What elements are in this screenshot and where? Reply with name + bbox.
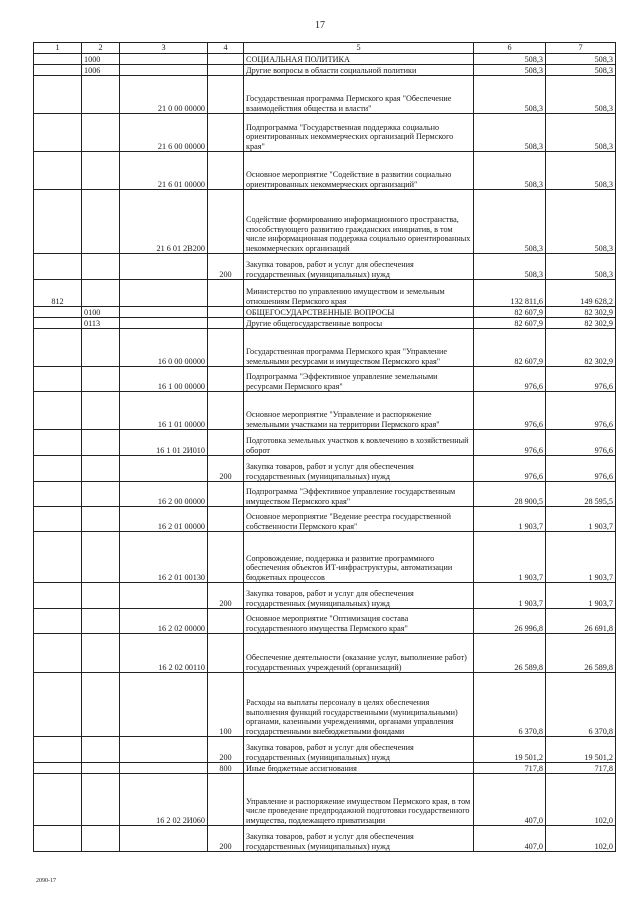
description-cell: Государственная программа Пермского края "Управление земельными ресурсами и имуществом Пермского края" xyxy=(244,329,474,367)
expense-type-cell xyxy=(208,532,244,583)
section-code-cell xyxy=(82,826,120,852)
description-cell: Основное мероприятие "Управление и распоряжение земельными участками на территории Пермского края" xyxy=(244,392,474,430)
description-cell: Основное мероприятие "Содействие в развитии социально ориентированных некоммерческих организаций" xyxy=(244,152,474,190)
expense-type-cell: 200 xyxy=(208,737,244,763)
amount-2019-cell: 26 589,8 xyxy=(546,634,616,673)
amount-2018-cell: 19 501,2 xyxy=(474,737,546,763)
description-cell: Расходы на выплаты персоналу в целях обеспечения выполнения функций государственными (муниципальными) органами, казенными учреждениями, органами управления государственными внебюджетными фондами xyxy=(244,673,474,737)
expense-type-cell: 200 xyxy=(208,826,244,852)
amount-2019-cell: 149 628,2 xyxy=(546,280,616,307)
page-number: 17 xyxy=(315,20,325,31)
column-header: 6 xyxy=(474,43,546,54)
amount-2019-cell: 102,0 xyxy=(546,774,616,826)
target-article-cell: 16 2 01 00000 xyxy=(120,507,208,532)
amount-2019-cell: 1 903,7 xyxy=(546,507,616,532)
target-article-cell: 16 2 01 00130 xyxy=(120,532,208,583)
description-cell: Другие вопросы в области социальной политики xyxy=(244,65,474,76)
target-article-cell: 16 1 01 00000 xyxy=(120,392,208,430)
target-article-cell xyxy=(120,583,208,609)
description-cell: Закупка товаров, работ и услуг для обеспечения государственных (муниципальных) нужд xyxy=(244,583,474,609)
amount-2019-cell: 508,3 xyxy=(546,114,616,152)
target-article-cell: 21 6 01 00000 xyxy=(120,152,208,190)
expense-type-cell xyxy=(208,307,244,318)
section-code-cell xyxy=(82,774,120,826)
section-code-cell xyxy=(82,329,120,367)
column-header: 4 xyxy=(208,43,244,54)
table-row xyxy=(34,392,616,430)
section-code-cell: 0100 xyxy=(82,307,120,318)
target-article-cell: 16 2 00 00000 xyxy=(120,482,208,507)
ministry-code-cell xyxy=(34,826,82,852)
description-cell: СОЦИАЛЬНАЯ ПОЛИТИКА xyxy=(244,54,474,65)
expense-type-cell: 200 xyxy=(208,254,244,280)
target-article-cell: 21 6 01 2В200 xyxy=(120,190,208,254)
ministry-code-cell xyxy=(34,152,82,190)
description-cell: Подпрограмма "Государственная поддержка социально ориентированных некоммерческих организаций Пермского края" xyxy=(244,114,474,152)
amount-2018-cell: 717,8 xyxy=(474,763,546,774)
section-code-cell xyxy=(82,430,120,456)
section-code-cell xyxy=(82,367,120,392)
table-row xyxy=(34,367,616,392)
amount-2019-cell: 508,3 xyxy=(546,76,616,114)
target-article-cell: 16 2 02 00110 xyxy=(120,634,208,673)
section-code-cell: 0113 xyxy=(82,318,120,329)
expense-type-cell xyxy=(208,280,244,307)
table-row xyxy=(34,76,616,114)
amount-2018-cell: 132 811,6 xyxy=(474,280,546,307)
column-header: 2 xyxy=(82,43,120,54)
ministry-code-cell xyxy=(34,367,82,392)
footer-code: 2090-17 xyxy=(36,878,56,884)
table-row xyxy=(34,609,616,634)
column-header: 7 xyxy=(546,43,616,54)
table-row xyxy=(34,763,616,774)
amount-2019-cell: 508,3 xyxy=(546,65,616,76)
section-code-cell xyxy=(82,634,120,673)
table-row xyxy=(34,114,616,152)
amount-2019-cell: 976,6 xyxy=(546,367,616,392)
section-code-cell xyxy=(82,583,120,609)
target-article-cell xyxy=(120,54,208,65)
description-cell: Закупка товаров, работ и услуг для обеспечения государственных (муниципальных) нужд xyxy=(244,254,474,280)
amount-2018-cell: 1 903,7 xyxy=(474,583,546,609)
amount-2018-cell: 508,3 xyxy=(474,114,546,152)
amount-2019-cell: 82 302,9 xyxy=(546,329,616,367)
section-code-cell: 1000 xyxy=(82,54,120,65)
description-cell: Содействие формированию информационного пространства, способствующего развитию гражданских инициатив, в том числе информационная поддержка социально ориентированных некоммерческих организаций xyxy=(244,190,474,254)
table-row xyxy=(34,507,616,532)
table-row xyxy=(34,673,616,737)
target-article-cell xyxy=(120,763,208,774)
section-code-cell xyxy=(82,114,120,152)
amount-2019-cell: 1 903,7 xyxy=(546,583,616,609)
amount-2018-cell: 508,3 xyxy=(474,190,546,254)
amount-2018-cell: 6 370,8 xyxy=(474,673,546,737)
ministry-code-cell xyxy=(34,609,82,634)
amount-2018-cell: 407,0 xyxy=(474,826,546,852)
budget-table xyxy=(33,42,616,852)
target-article-cell xyxy=(120,318,208,329)
table-row xyxy=(34,532,616,583)
target-article-cell xyxy=(120,254,208,280)
section-code-cell xyxy=(82,254,120,280)
expense-type-cell xyxy=(208,152,244,190)
expense-type-cell: 100 xyxy=(208,673,244,737)
table-row xyxy=(34,318,616,329)
expense-type-cell: 200 xyxy=(208,456,244,482)
target-article-cell xyxy=(120,737,208,763)
expense-type-cell xyxy=(208,54,244,65)
section-code-cell xyxy=(82,673,120,737)
table-row xyxy=(34,583,616,609)
section-code-cell xyxy=(82,532,120,583)
amount-2018-cell: 508,3 xyxy=(474,254,546,280)
ministry-code-cell xyxy=(34,532,82,583)
amount-2018-cell: 26 996,8 xyxy=(474,609,546,634)
ministry-code-cell xyxy=(34,673,82,737)
amount-2018-cell: 82 607,9 xyxy=(474,329,546,367)
ministry-code-cell xyxy=(34,65,82,76)
target-article-cell xyxy=(120,65,208,76)
ministry-code-cell xyxy=(34,54,82,65)
table-row xyxy=(34,737,616,763)
expense-type-cell xyxy=(208,609,244,634)
amount-2019-cell: 1 903,7 xyxy=(546,532,616,583)
table-row xyxy=(34,456,616,482)
description-cell: Сопровождение, поддержка и развитие программного обеспечения объектов ИТ-инфраструктуры, автоматизации бюджетных процессов xyxy=(244,532,474,583)
target-article-cell: 16 0 00 00000 xyxy=(120,329,208,367)
target-article-cell xyxy=(120,456,208,482)
ministry-code-cell xyxy=(34,737,82,763)
amount-2019-cell: 717,8 xyxy=(546,763,616,774)
amount-2018-cell: 508,3 xyxy=(474,152,546,190)
expense-type-cell xyxy=(208,114,244,152)
target-article-cell: 21 6 00 00000 xyxy=(120,114,208,152)
table-row xyxy=(34,482,616,507)
expense-type-cell xyxy=(208,367,244,392)
description-cell: Подпрограмма "Эффективное управление земельными ресурсами Пермского края" xyxy=(244,367,474,392)
section-code-cell xyxy=(82,482,120,507)
target-article-cell: 16 2 02 00000 xyxy=(120,609,208,634)
description-cell: Закупка товаров, работ и услуг для обеспечения государственных (муниципальных) нужд xyxy=(244,737,474,763)
table-row xyxy=(34,329,616,367)
section-code-cell xyxy=(82,280,120,307)
target-article-cell: 16 1 01 2И010 xyxy=(120,430,208,456)
expense-type-cell xyxy=(208,76,244,114)
amount-2018-cell: 508,3 xyxy=(474,76,546,114)
amount-2018-cell: 976,6 xyxy=(474,392,546,430)
amount-2018-cell: 976,6 xyxy=(474,367,546,392)
ministry-code-cell xyxy=(34,430,82,456)
amount-2019-cell: 26 691,8 xyxy=(546,609,616,634)
target-article-cell xyxy=(120,673,208,737)
ministry-code-cell xyxy=(34,763,82,774)
amount-2019-cell: 976,6 xyxy=(546,456,616,482)
amount-2019-cell: 6 370,8 xyxy=(546,673,616,737)
expense-type-cell xyxy=(208,318,244,329)
amount-2019-cell: 976,6 xyxy=(546,392,616,430)
expense-type-cell xyxy=(208,430,244,456)
description-cell: Подготовка земельных участков к вовлечению в хозяйственный оборот xyxy=(244,430,474,456)
description-cell: Закупка товаров, работ и услуг для обеспечения государственных (муниципальных) нужд xyxy=(244,456,474,482)
amount-2018-cell: 407,0 xyxy=(474,774,546,826)
table-body xyxy=(34,54,616,852)
amount-2018-cell: 1 903,7 xyxy=(474,507,546,532)
table-row xyxy=(34,254,616,280)
ministry-code-cell xyxy=(34,254,82,280)
ministry-code-cell xyxy=(34,329,82,367)
amount-2019-cell: 508,3 xyxy=(546,152,616,190)
amount-2019-cell: 508,3 xyxy=(546,54,616,65)
ministry-code-cell xyxy=(34,114,82,152)
expense-type-cell xyxy=(208,774,244,826)
amount-2018-cell: 82 607,9 xyxy=(474,318,546,329)
amount-2019-cell: 976,6 xyxy=(546,430,616,456)
ministry-code-cell xyxy=(34,190,82,254)
description-cell: Закупка товаров, работ и услуг для обеспечения государственных (муниципальных) нужд xyxy=(244,826,474,852)
section-code-cell xyxy=(82,763,120,774)
expense-type-cell: 800 xyxy=(208,763,244,774)
table-row xyxy=(34,826,616,852)
amount-2019-cell: 82 302,9 xyxy=(546,318,616,329)
description-cell: Основное мероприятие "Ведение реестра государственной собственности Пермского края" xyxy=(244,507,474,532)
ministry-code-cell: 812 xyxy=(34,280,82,307)
amount-2018-cell: 508,3 xyxy=(474,54,546,65)
amount-2019-cell: 19 501,2 xyxy=(546,737,616,763)
amount-2018-cell: 508,3 xyxy=(474,65,546,76)
amount-2018-cell: 1 903,7 xyxy=(474,532,546,583)
target-article-cell: 16 1 00 00000 xyxy=(120,367,208,392)
section-code-cell xyxy=(82,507,120,532)
target-article-cell xyxy=(120,280,208,307)
description-cell: Государственная программа Пермского края "Обеспечение взаимодействия общества и власти" xyxy=(244,76,474,114)
table-row xyxy=(34,152,616,190)
amount-2018-cell: 82 607,9 xyxy=(474,307,546,318)
ministry-code-cell xyxy=(34,634,82,673)
description-cell: Основное мероприятие "Оптимизация состава государственного имущества Пермского края" xyxy=(244,609,474,634)
description-cell: Подпрограмма "Эффективное управление государственным имуществом Пермского края" xyxy=(244,482,474,507)
description-cell: ОБЩЕГОСУДАРСТВЕННЫЕ ВОПРОСЫ xyxy=(244,307,474,318)
target-article-cell xyxy=(120,307,208,318)
ministry-code-cell xyxy=(34,307,82,318)
amount-2019-cell: 508,3 xyxy=(546,190,616,254)
table-row xyxy=(34,65,616,76)
section-code-cell: 1006 xyxy=(82,65,120,76)
section-code-cell xyxy=(82,152,120,190)
ministry-code-cell xyxy=(34,774,82,826)
expense-type-cell xyxy=(208,482,244,507)
description-cell: Управление и распоряжение имуществом Пермского края, в том числе проведение предпродажной подготовки государственного имущества, подлежащего приватизации xyxy=(244,774,474,826)
expense-type-cell: 200 xyxy=(208,583,244,609)
ministry-code-cell xyxy=(34,507,82,532)
expense-type-cell xyxy=(208,392,244,430)
table-row xyxy=(34,774,616,826)
ministry-code-cell xyxy=(34,456,82,482)
ministry-code-cell xyxy=(34,392,82,430)
section-code-cell xyxy=(82,609,120,634)
table-row xyxy=(34,634,616,673)
table-row xyxy=(34,280,616,307)
target-article-cell xyxy=(120,826,208,852)
amount-2019-cell: 508,3 xyxy=(546,254,616,280)
description-cell: Министерство по управлению имуществом и земельным отношениям Пермского края xyxy=(244,280,474,307)
amount-2018-cell: 26 589,8 xyxy=(474,634,546,673)
ministry-code-cell xyxy=(34,482,82,507)
section-code-cell xyxy=(82,76,120,114)
description-cell: Иные бюджетные ассигнования xyxy=(244,763,474,774)
table-row xyxy=(34,190,616,254)
column-header: 1 xyxy=(34,43,82,54)
section-code-cell xyxy=(82,190,120,254)
ministry-code-cell xyxy=(34,76,82,114)
table-row xyxy=(34,307,616,318)
column-number-row xyxy=(34,43,616,54)
amount-2018-cell: 976,6 xyxy=(474,456,546,482)
amount-2019-cell: 102,0 xyxy=(546,826,616,852)
amount-2018-cell: 976,6 xyxy=(474,430,546,456)
amount-2018-cell: 28 900,5 xyxy=(474,482,546,507)
table-row xyxy=(34,54,616,65)
column-header: 3 xyxy=(120,43,208,54)
description-cell: Обеспечение деятельности (оказание услуг, выполнение работ) государственных учреждений (организаций) xyxy=(244,634,474,673)
expense-type-cell xyxy=(208,634,244,673)
expense-type-cell xyxy=(208,190,244,254)
ministry-code-cell xyxy=(34,583,82,609)
description-cell: Другие общегосударственные вопросы xyxy=(244,318,474,329)
expense-type-cell xyxy=(208,507,244,532)
section-code-cell xyxy=(82,392,120,430)
table-row xyxy=(34,430,616,456)
target-article-cell: 21 0 00 00000 xyxy=(120,76,208,114)
section-code-cell xyxy=(82,737,120,763)
expense-type-cell xyxy=(208,65,244,76)
target-article-cell: 16 2 02 2И060 xyxy=(120,774,208,826)
ministry-code-cell xyxy=(34,318,82,329)
amount-2019-cell: 28 595,5 xyxy=(546,482,616,507)
expense-type-cell xyxy=(208,329,244,367)
column-header: 5 xyxy=(244,43,474,54)
amount-2019-cell: 82 302,9 xyxy=(546,307,616,318)
section-code-cell xyxy=(82,456,120,482)
